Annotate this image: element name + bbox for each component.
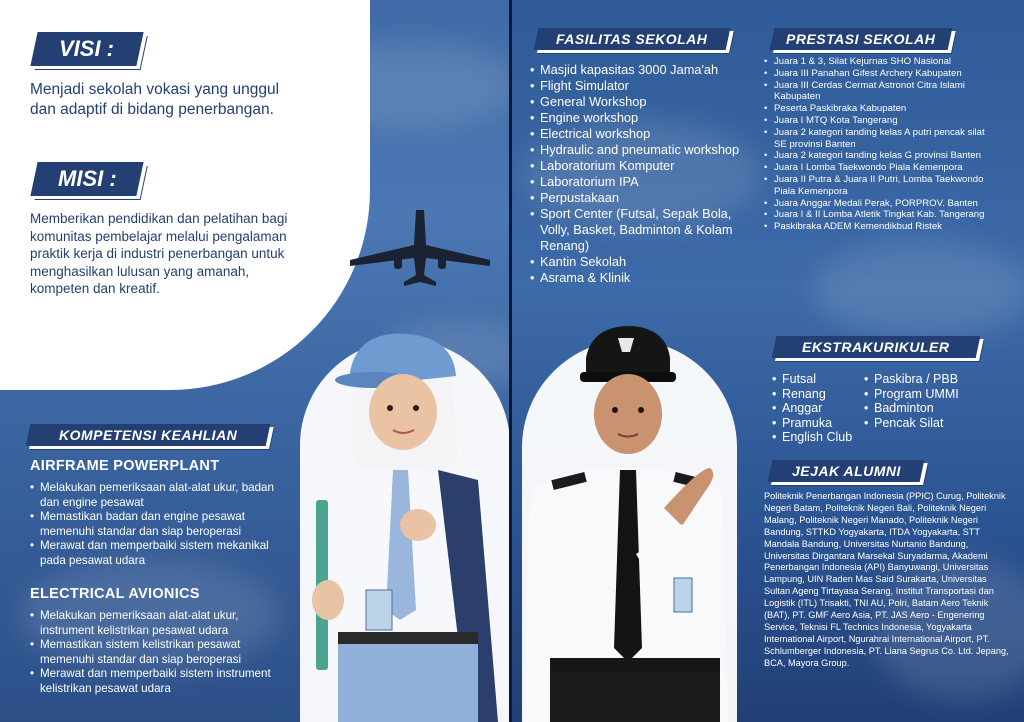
list-item: • Juara 2 kategori tanding kelas A putri pencak silat SE provinsi Banten (764, 127, 1000, 151)
list-item: • Anggar (772, 401, 864, 416)
misi-text: Memberikan pendidikan dan pelatihan bagi komunitas pembelajar melalui pengalaman praktik kerja di industri penerbangan untuk menghasilkan lulusan yang amanah, kompeten dan kreatif. (30, 211, 288, 296)
prestasi-label: PRESTASI SEKOLAH (770, 28, 953, 50)
list-item: • Paskibra / PBB (864, 372, 984, 387)
airframe-title: AIRFRAME POWERPLANT (30, 458, 220, 474)
ekskul-col-2 (864, 372, 984, 430)
visi-text: Menjadi sekolah vokasi yang unggul dan adaptif di bidang penerbangan. (30, 81, 280, 118)
avionics-title: ELECTRICAL AVIONICS (30, 586, 200, 602)
list-item: • Perpustakaan (530, 190, 750, 206)
alumni-text: Politeknik Penerbangan Indonesia (PPIC) Curug, Politeknik Negeri Batam, Politeknik Negeri Bali, Politeknik Negeri Malang, Politeknik Negeri Manado, Politeknik Negeri Bandung, STTKD Yogyakarta, ITDA Yogyakarta, STT Mandala Bandung, Universitas Nurtanio Bandung, Universitas Dirgantara Marsekal Suryadarma, Akademi Penerbangan Indonesia (API) Banyuwangi, Universitas Lampung, UIN Raden Mas Said Surakarta, Universitas Sultan Ageng Tirtayasa Serang, Institut Transportasi dan Logistik (ITL) Trisakti, TNI AU, Polri, Batam Aero Teknik (BAT), PT. GMF Aero Asia, PT. JAS Aero - Engenering Service, Teknisi FL Technics Indonesia, Yogyakarta International Airport, Ngurahrai International Airport, PT. Schlumberger Indonesia, PT. Liana Segrus Co. Ltd. Jepang, BCA, Mayora Group. (764, 491, 1009, 668)
list-item: • Juara III Panahan Gifest Archery Kabupaten (764, 68, 1000, 80)
alumni-label: JEJAK ALUMNI (768, 460, 925, 482)
prestasi-list (764, 56, 1000, 233)
right-panel (512, 0, 1024, 722)
list-item: • Memastikan sistem kelistrikan pesawat memenuhi standar dan siap beroperasi (30, 638, 288, 667)
list-item: • Juara I Lomba Taekwondo Piala Kemenpora (764, 162, 1000, 174)
list-item: • Pramuka (772, 416, 864, 431)
misi-label: MISI : (30, 162, 143, 196)
list-item: • Laboratorium IPA (530, 174, 750, 190)
list-item: • Peserta Paskibraka Kabupaten (764, 103, 1000, 115)
cloud (812, 240, 1024, 340)
list-item: • Hydraulic and pneumatic workshop (530, 142, 750, 158)
list-item: • English Club (772, 430, 864, 445)
list-item: • Juara Anggar Medali Perak, PORPROV. Banten (764, 198, 1000, 210)
fasilitas-list (530, 62, 750, 286)
airplane-icon (340, 200, 500, 290)
left-panel (0, 0, 510, 722)
list-item: • Flight Simulator (530, 78, 750, 94)
student-boy-image (514, 318, 754, 722)
list-item: • Futsal (772, 372, 864, 387)
list-item: • Kantin Sekolah (530, 254, 750, 270)
list-item: • Memastikan badan dan engine pesawat memenuhi standar dan siap beroperasi (30, 510, 288, 539)
list-item: • Masjid kapasitas 3000 Jama'ah (530, 62, 750, 78)
list-item: • Juara 1 & 3, Silat Kejurnas SHO Nasional (764, 56, 1000, 68)
student-girl-image (298, 320, 510, 722)
list-item: • Juara 2 kategori tanding kelas G provinsi Banten (764, 150, 1000, 162)
list-item: • Merawat dan memperbaiki sistem mekanikal pada pesawat udara (30, 539, 288, 568)
list-item: • General Workshop (530, 94, 750, 110)
list-item: • Asrama & Klinik (530, 270, 750, 286)
airframe-list (30, 481, 288, 568)
list-item: • Program UMMI (864, 387, 984, 402)
list-item: • Pencak Silat (864, 416, 984, 431)
list-item: • Badminton (864, 401, 984, 416)
list-item: • Laboratorium Komputer (530, 158, 750, 174)
list-item: • Engine workshop (530, 110, 750, 126)
list-item: • Sport Center (Futsal, Sepak Bola, Volly, Basket, Badminton & Kolam Renang) (530, 206, 750, 254)
list-item: • Juara II Putra & Juara II Putri, Lomba Taekwondo Piala Kemenpora (764, 174, 1000, 198)
list-item: • Electrical workshop (530, 126, 750, 142)
list-item: • Paskibraka ADEM Kemendikbud Ristek (764, 221, 1000, 233)
list-item: • Melakukan pemeriksaan alat-alat ukur, instrument kelistrikan pesawat udara (30, 609, 288, 638)
list-item: • Juara III Cerdas Cermat Astronot Citra Islami Kabupaten (764, 80, 1000, 104)
avionics-list (30, 609, 288, 696)
list-item: • Juara I & II Lomba Atletik Tingkat Kab. Tangerang (764, 209, 1000, 221)
fasilitas-label: FASILITAS SEKOLAH (534, 28, 731, 50)
list-item: • Melakukan pemeriksaan alat-alat ukur, badan dan engine pesawat (30, 481, 288, 510)
ekstrakurikuler-label: EKSTRAKURIKULER (772, 336, 981, 358)
list-item: • Juara I MTQ Kota Tangerang (764, 115, 1000, 127)
kompetensi-label: KOMPETENSI KEAHLIAN (26, 424, 271, 446)
visi-label: VISI : (30, 32, 143, 66)
ekskul-col-1 (772, 372, 864, 445)
list-item: • Renang (772, 387, 864, 402)
list-item: • Merawat dan memperbaiki sistem instrument kelistrikan pesawat udara (30, 667, 288, 696)
